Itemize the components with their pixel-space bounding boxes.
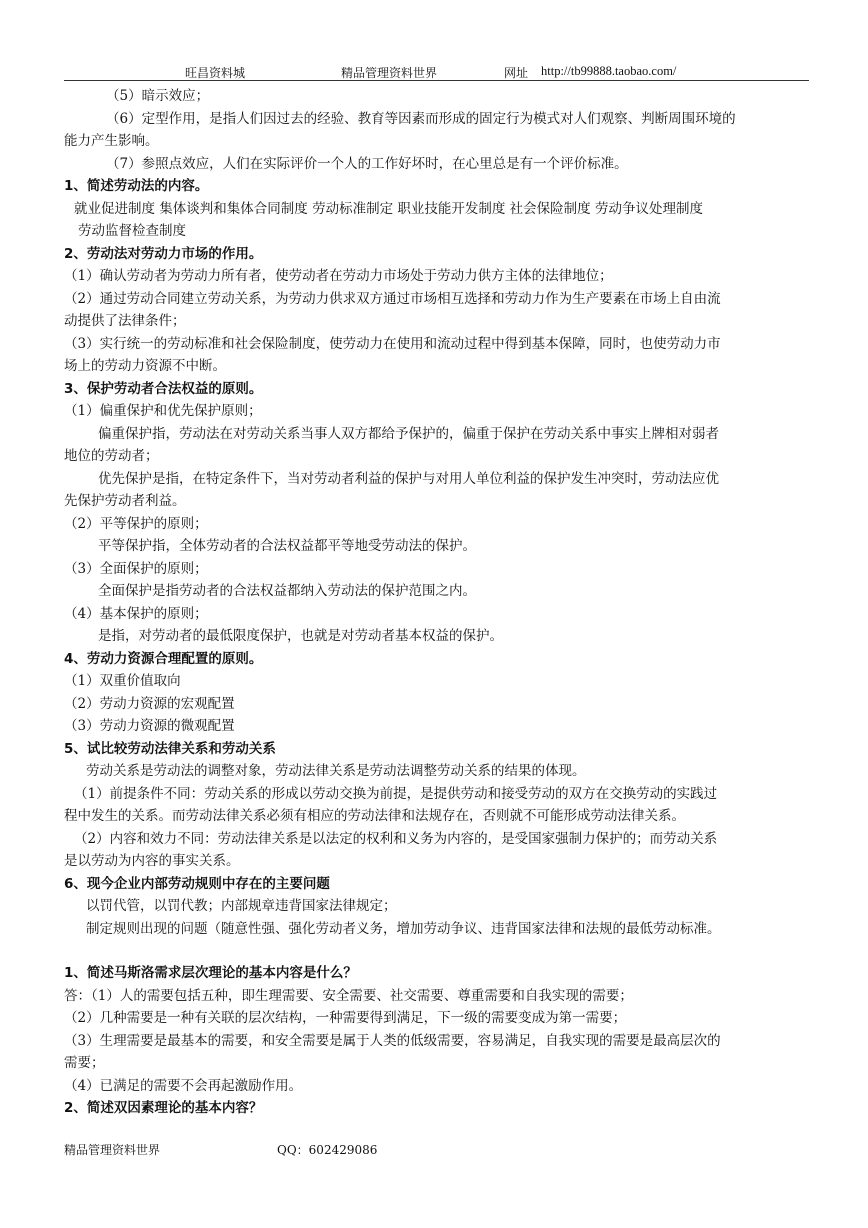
list-item: （3）全面保护的原则；	[64, 560, 208, 577]
section-heading: 5、试比较劳动法律关系和劳动关系	[64, 740, 276, 757]
list-item: （2）内容和效力不同：劳动法律关系是以法定的权利和义务为内容的，是受国家强制力保护的；而劳动关系	[74, 830, 718, 847]
list-item: （1）偏重保护和优先保护原则；	[64, 403, 262, 419]
paragraph-line: 需要；	[64, 1055, 105, 1071]
header-url-label: 网址	[504, 66, 529, 80]
paragraph-line: 偏重保护指，劳动法在对劳动关系当事人双方都给予保护的，偏重于保护在劳动关系中事实上牌相对弱者	[98, 425, 719, 442]
footer-left-text: 精品管理资料世界	[64, 1143, 161, 1157]
section-heading: 3、保护劳动者合法权益的原则。	[64, 380, 263, 397]
page-header	[64, 60, 809, 81]
list-item: （1）双重价值取向	[64, 673, 181, 689]
paragraph-line: 是指，对劳动者的最低限度保护，也就是对劳动者基本权益的保护。	[98, 628, 503, 644]
paragraph-line: 劳动监督检查制度	[78, 223, 186, 239]
header-url-link[interactable]: http://tb99888.taobao.com/	[541, 64, 677, 78]
list-item: （3）劳动力资源的微观配置	[64, 718, 235, 734]
list-item: （1）前提条件不同：劳动关系的形成以劳动交换为前提，是提供劳动和接受劳动的双方在交换劳动的实践过	[74, 785, 718, 802]
paragraph-line: （7）参照点效应，人们在实际评价一个人的工作好坏时，在心里总是有一个评价标准。	[106, 155, 628, 172]
paragraph-line: 以罚代管，以罚代教；内部规章违背国家法律规定；	[86, 898, 397, 914]
paragraph-line: 就业促进制度 集体谈判和集体合同制度 劳动标准制定 职业技能开发制度 社会保险制度 劳动争议处理制度	[74, 200, 703, 217]
list-item: （4）已满足的需要不会再起激励作用。	[64, 1077, 303, 1094]
list-item: （2）通过劳动合同建立劳动关系，为劳动力供求双方通过市场相互选择和劳动力作为生产要素在市场上自由流	[64, 290, 721, 307]
paragraph-line: 动提供了法律条件；	[64, 313, 186, 329]
list-item: （2）几种需要是一种有关联的层次结构，一种需要得到满足，下一级的需要变成为第一需要；	[64, 1010, 627, 1026]
paragraph-line: 是以劳动为内容的事实关系。	[64, 853, 240, 869]
document-body	[64, 85, 814, 1120]
section-heading: 4、劳动力资源合理配置的原则。	[64, 650, 263, 667]
footer-qq-text: QQ：602429086	[277, 1143, 378, 1157]
list-item: （2）平等保护的原则；	[64, 515, 208, 532]
page-footer	[64, 1141, 378, 1158]
section-heading: 1、简述劳动法的内容。	[64, 178, 209, 194]
section-heading: 6、现今企业内部劳动规则中存在的主要问题	[64, 875, 330, 892]
paragraph-line: （6）定型作用，是指人们因过去的经验、教育等因素而形成的固定行为模式对人们观察、判断周围环境的	[106, 110, 736, 127]
header-left-text: 旺昌资料城	[185, 66, 246, 80]
paragraph-line: 能力产生影响。	[64, 133, 159, 149]
paragraph-line: 先保护劳动者利益。	[64, 493, 186, 509]
list-item: （3）生理需要是最基本的需要，和安全需要是属于人类的低级需要，容易满足，自我实现的需要是最高层次的	[64, 1032, 721, 1049]
blank-line	[64, 940, 814, 962]
list-item: （1）确认劳动者为劳动力所有者，使劳动者在劳动力市场处于劳动力供方主体的法律地位；	[64, 268, 613, 284]
section-heading: 2、劳动法对劳动力市场的作用。	[64, 245, 263, 262]
section-heading: 2、简述双因素理论的基本内容？	[64, 1100, 263, 1116]
paragraph-line: 平等保护指，全体劳动者的合法权益都平等地受劳动法的保护。	[98, 538, 476, 554]
paragraph-line: 场上的劳动力资源不中断。	[64, 358, 226, 374]
paragraph-line: 制定规则出现的问题（随意性强、强化劳动者义务，增加劳动争议、违背国家法律和法规的最低劳动标准。	[86, 920, 721, 937]
paragraph-line: 答：（1）人的需要包括五种，即生理需要、安全需要、社交需要、尊重需要和自我实现的需要；	[64, 987, 633, 1004]
paragraph-line: 劳动关系是劳动法的调整对象，劳动法律关系是劳动法调整劳动关系的结果的体现。	[86, 763, 586, 779]
list-item: （4）基本保护的原则；	[64, 605, 208, 622]
paragraph-line: 优先保护是指，在特定条件下，当对劳动者利益的保护与对用人单位利益的保护发生冲突时，劳动法应优	[98, 470, 719, 487]
list-item: （5）暗示效应；	[106, 88, 210, 104]
paragraph-line: 程中发生的关系。而劳动法律关系必须有相应的劳动法律和法规存在，否则就不可能形成劳动法律关系。	[64, 808, 685, 824]
section-heading: 1、简述马斯洛需求层次理论的基本内容是什么？	[64, 965, 357, 981]
list-item: （2）劳动力资源的宏观配置	[64, 695, 235, 712]
header-center-text: 精品管理资料世界	[341, 66, 438, 80]
list-item: （3）实行统一的劳动标准和社会保险制度，使劳动力在使用和流动过程中得到基本保障，同时，也使劳动力市	[64, 335, 721, 352]
paragraph-line: 地位的劳动者；	[64, 448, 159, 464]
paragraph-line: 全面保护是指劳动者的合法权益都纳入劳动法的保护范围之内。	[98, 583, 476, 599]
